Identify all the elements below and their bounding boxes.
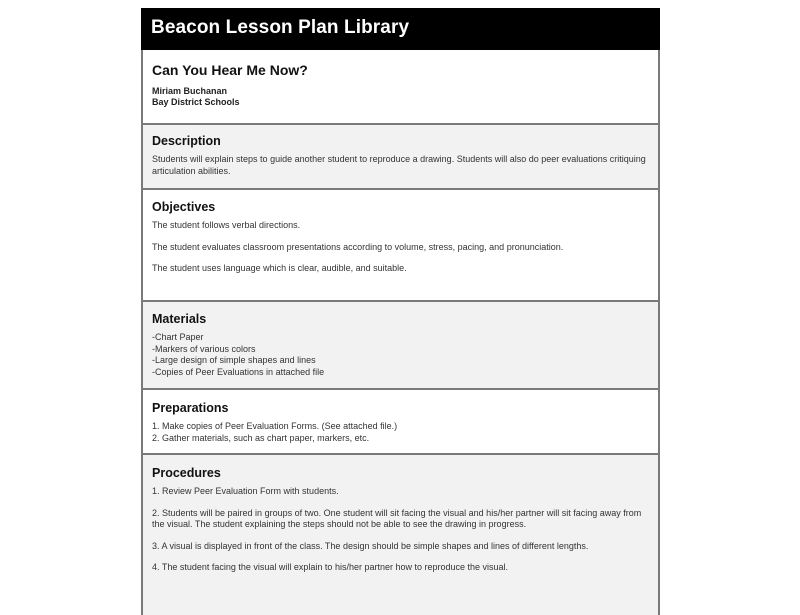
preparations-section xyxy=(141,390,660,455)
author-name: Miriam Buchanan xyxy=(152,86,228,96)
preparation-item: 2. Gather materials, such as chart paper, markers, etc. xyxy=(152,432,370,443)
procedures-heading: Procedures xyxy=(152,466,221,480)
lesson-title: Can You Hear Me Now? xyxy=(152,62,308,78)
preparations-heading: Preparations xyxy=(152,401,229,415)
objective-item: The student uses language which is clear, audible, and suitable. xyxy=(152,263,407,273)
objective-item: The student evaluates classroom presentations according to volume, stress, pacing, and pronunciation. xyxy=(152,241,564,252)
materials-heading: Materials xyxy=(152,312,207,326)
procedure-item: 2. Students will be paired in groups of two. One student will sit facing the visual and his/her partner will sit facing away from the visual. The student explaining the steps should not be able to see the drawing in progress. xyxy=(152,507,642,529)
materials-section xyxy=(141,302,660,390)
site-title: Beacon Lesson Plan Library xyxy=(151,17,410,38)
material-item: -Markers of various colors xyxy=(152,343,256,354)
lesson-plan-page xyxy=(141,8,660,615)
procedure-item: 4. The student facing the visual will explain to his/her partner how to reproduce the visual. xyxy=(152,562,509,572)
objective-item: The student follows verbal directions. xyxy=(152,220,301,230)
description-text: Students will explain steps to guide another student to reproduce a drawing. Students will also do peer evaluations critiquing articulation abilities. xyxy=(152,154,646,176)
procedures-section xyxy=(141,455,660,615)
objectives-section xyxy=(141,190,660,302)
lesson-info-section xyxy=(141,50,660,125)
material-item: -Large design of simple shapes and lines xyxy=(152,355,316,365)
preparation-item: 1. Make copies of Peer Evaluation Forms. (See attached file.) xyxy=(152,421,398,431)
procedure-item: 3. A visual is displayed in front of the class. The design should be simple shapes and lines of different lengths. xyxy=(152,540,589,551)
objectives-heading: Objectives xyxy=(152,200,216,214)
site-header xyxy=(141,8,660,50)
description-heading: Description xyxy=(152,134,221,148)
school-name: Bay District Schools xyxy=(152,97,240,107)
procedure-item: 1. Review Peer Evaluation Form with students. xyxy=(152,486,339,496)
material-item: -Copies of Peer Evaluations in attached file xyxy=(152,366,325,377)
description-section xyxy=(141,125,660,190)
material-item: -Chart Paper xyxy=(152,332,204,342)
